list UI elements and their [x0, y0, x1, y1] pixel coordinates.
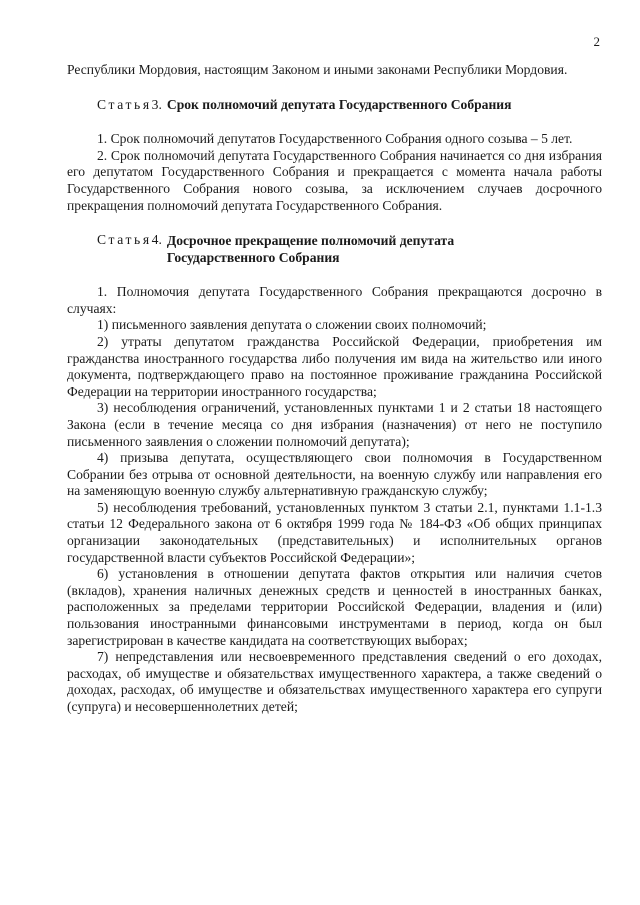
article-3-word: Статья: [97, 96, 152, 112]
intro-paragraph: Республики Мордовия, настоящим Законом и иными законами Республики Мордовия.: [67, 62, 568, 77]
article-3-number: 3.: [151, 96, 162, 112]
article-4-item-7: 7) непредставления или несвоевременного представления сведений о его доходах, расходах, об имуществе и обязательствах имущественного характера, а также сведений о доходах, расходах, об имуществе и обязательствах имущественного характера его супруги (супруга) и несовершеннолетних детей;: [67, 649, 602, 714]
article-4-item-6: 6) установления в отношении депутата фактов открытия или наличия счетов (вкладов), хранения наличных денежных средств и ценностей в иностранных банках, расположенных за пределами территории Российской Федерации, владения и (или) пользования иностранными финансовыми инструментами в период, когда он был зарегистрирован в качестве кандидата на соответствующих выборах;: [67, 566, 602, 648]
article-4-title-line-2: Государственного Собрания: [166, 250, 340, 266]
document-body: [67, 62, 602, 716]
article-4-heading: [67, 232, 602, 266]
article-3-paragraph-2: 2. Срок полномочий депутата Государственного Собрания начинается со дня избрания его депутатом Государственного Собрания и прекращается с момента начала работы Государственного Собрания нового созыва, за исключением случаев досрочного прекращения полномочий депутата Государственного Собрания.: [67, 147, 602, 213]
article-4-paragraph-1: 1. Полномочия депутата Государственного Собрания прекращаются досрочно в случаях:: [67, 284, 602, 316]
article-4-word: Статья: [97, 232, 152, 248]
article-3-title: Срок полномочий депутата Государственного Собрания: [166, 96, 512, 112]
article-3-heading: [67, 97, 602, 114]
article-4-item-3: 3) несоблюдения ограничений, установленных пунктами 1 и 2 статьи 18 настоящего Закона (если в течение месяца со дня избрания (назначения) от него не поступило письменного заявления о сложении полномочий депутата);: [67, 400, 602, 449]
article-4-item-1: 1) письменного заявления депутата о сложении своих полномочий;: [97, 317, 487, 333]
article-4-item-2: 2) утраты депутатом гражданства Российской Федерации, приобретения им гражданства иностранного государства либо получения им вида на жительство или иного документа, подтверждающего право на постоянное проживание гражданина Российской Федерации на территории иностранного государства;: [67, 333, 602, 399]
article-4-item-5: 5) несоблюдения требований, установленных пунктом 3 статьи 2.1, пунктами 1.1-1.3 статьи 12 Федерального закона от 6 октября 1999 года № 184-ФЗ «Об общих принципах организации законодательных (представительных) и исполнительных органов государственной власти субъектов Российской Федерации»;: [67, 499, 602, 565]
article-4-title-line-1: Досрочное прекращение полномочий депутата: [166, 233, 455, 249]
article-4-title: [167, 232, 454, 266]
page-number: 2: [593, 34, 600, 49]
article-4-number: 4.: [151, 232, 162, 248]
article-4-item-4: 4) призыва депутата, осуществляющего свои полномочия в Государственном Собрании без отрыва от основной деятельности, на военную службу или направления его на заменяющую военную службу альтернативную гражданскую службу;: [67, 450, 602, 499]
article-3-paragraph-1: 1. Срок полномочий депутатов Государственного Собрания одного созыва – 5 лет.: [97, 131, 573, 147]
